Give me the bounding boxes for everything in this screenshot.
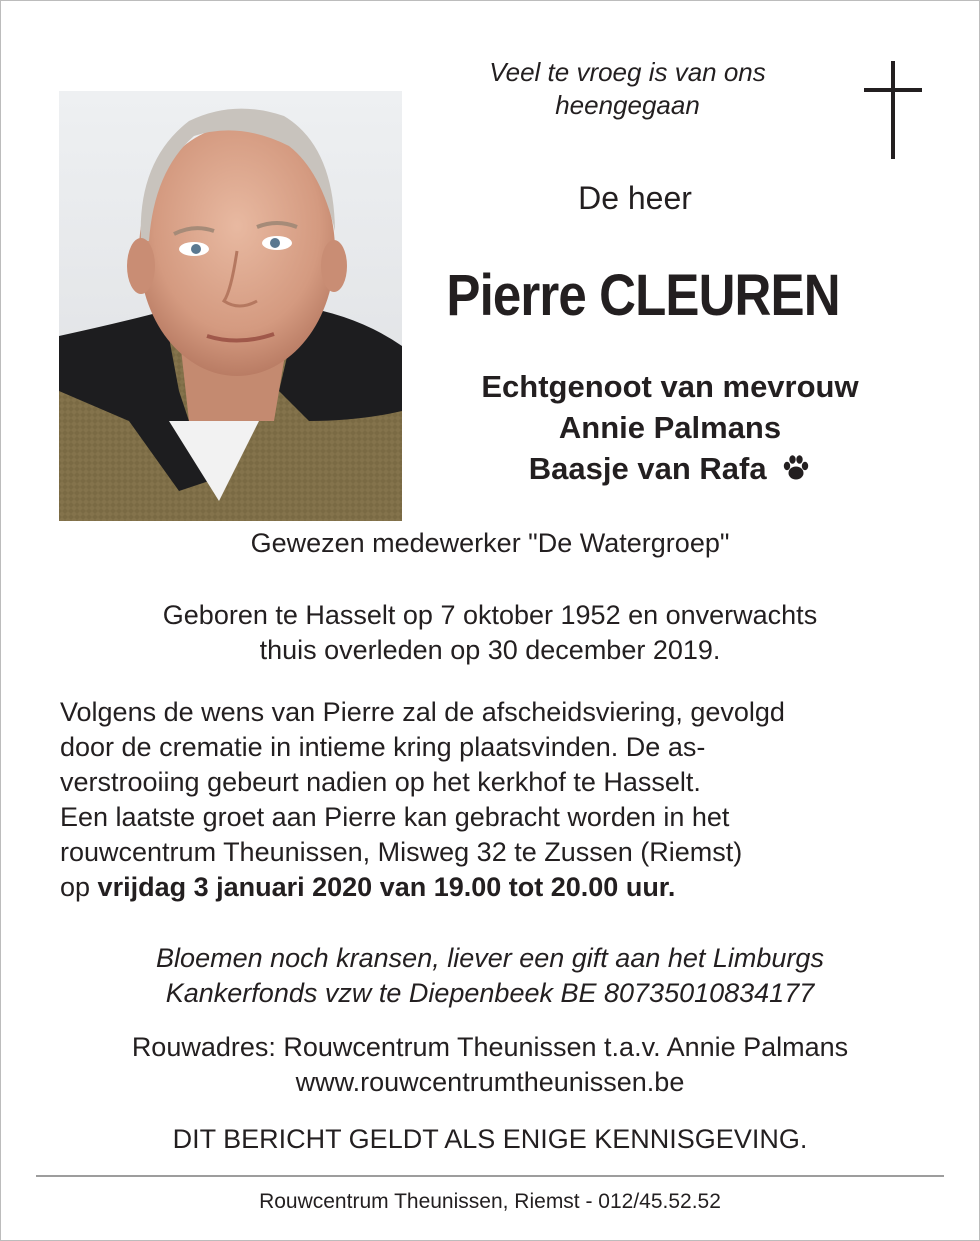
ceremony-line: door de crematie in intieme kring plaatsvinden. De as- [60, 732, 706, 762]
sole-notice: DIT BERICHT GELDT ALS ENIGE KENNISGEVING. [172, 1124, 808, 1154]
deceased-name: Pierre CLEUREN [446, 263, 840, 328]
condolence-address [60, 1030, 920, 1100]
honorific: De heer [578, 180, 692, 216]
relation-line-text: Baasje van Rafa [528, 451, 767, 486]
flowers-line: Kankerfonds vzw te Diepenbeek BE 80735010834177 [165, 978, 815, 1008]
flowers-line: Bloemen noch kransen, liever een gift aan het Limburgs [156, 943, 824, 973]
ceremony-line: Volgens de wens van Pierre zal de afscheidsviering, gevolgd [60, 697, 785, 727]
ceremony-line: Een laatste groet aan Pierre kan gebracht worden in het [60, 802, 730, 832]
footer-funeral-home: Rouwcentrum Theunissen, Riemst - 012/45.52.52 [259, 1190, 721, 1213]
ceremony-date-prefix: op [60, 872, 98, 902]
tagline [440, 56, 815, 122]
birth-death-line: Geboren te Hasselt op 7 oktober 1952 en onverwachts [162, 600, 818, 630]
birth-death-line: thuis overleden op 30 december 2019. [259, 635, 721, 665]
tagline-line: heengegaan [555, 90, 700, 120]
relation-line: Echtgenoot van mevrouw [481, 369, 859, 404]
ceremony-line: verstrooiing gebeurt nadien op het kerkhof te Hasselt. [60, 767, 701, 797]
relations [430, 366, 910, 489]
latin-cross-icon [864, 61, 922, 159]
website-link[interactable]: www.rouwcentrumtheunissen.be [295, 1067, 685, 1097]
tagline-line: Veel te vroeg is van ons [489, 57, 766, 87]
address-line: Rouwadres: Rouwcentrum Theunissen t.a.v. Annie Palmans [131, 1032, 849, 1062]
ceremony-details [60, 695, 940, 905]
flowers-request [60, 941, 920, 1011]
divider [36, 1175, 944, 1177]
former-employer: Gewezen medewerker "De Watergroep" [250, 528, 730, 558]
birth-death-info [60, 598, 920, 668]
ceremony-date: vrijdag 3 januari 2020 van 19.00 tot 20.00 uur. [97, 872, 676, 902]
paw-print-icon [781, 454, 811, 482]
ceremony-line [60, 870, 940, 905]
ceremony-line: rouwcentrum Theunissen, Misweg 32 te Zussen (Riemst) [60, 837, 743, 867]
relation-line [430, 448, 910, 489]
portrait-photo [59, 91, 402, 521]
relation-line: Annie Palmans [558, 410, 782, 445]
